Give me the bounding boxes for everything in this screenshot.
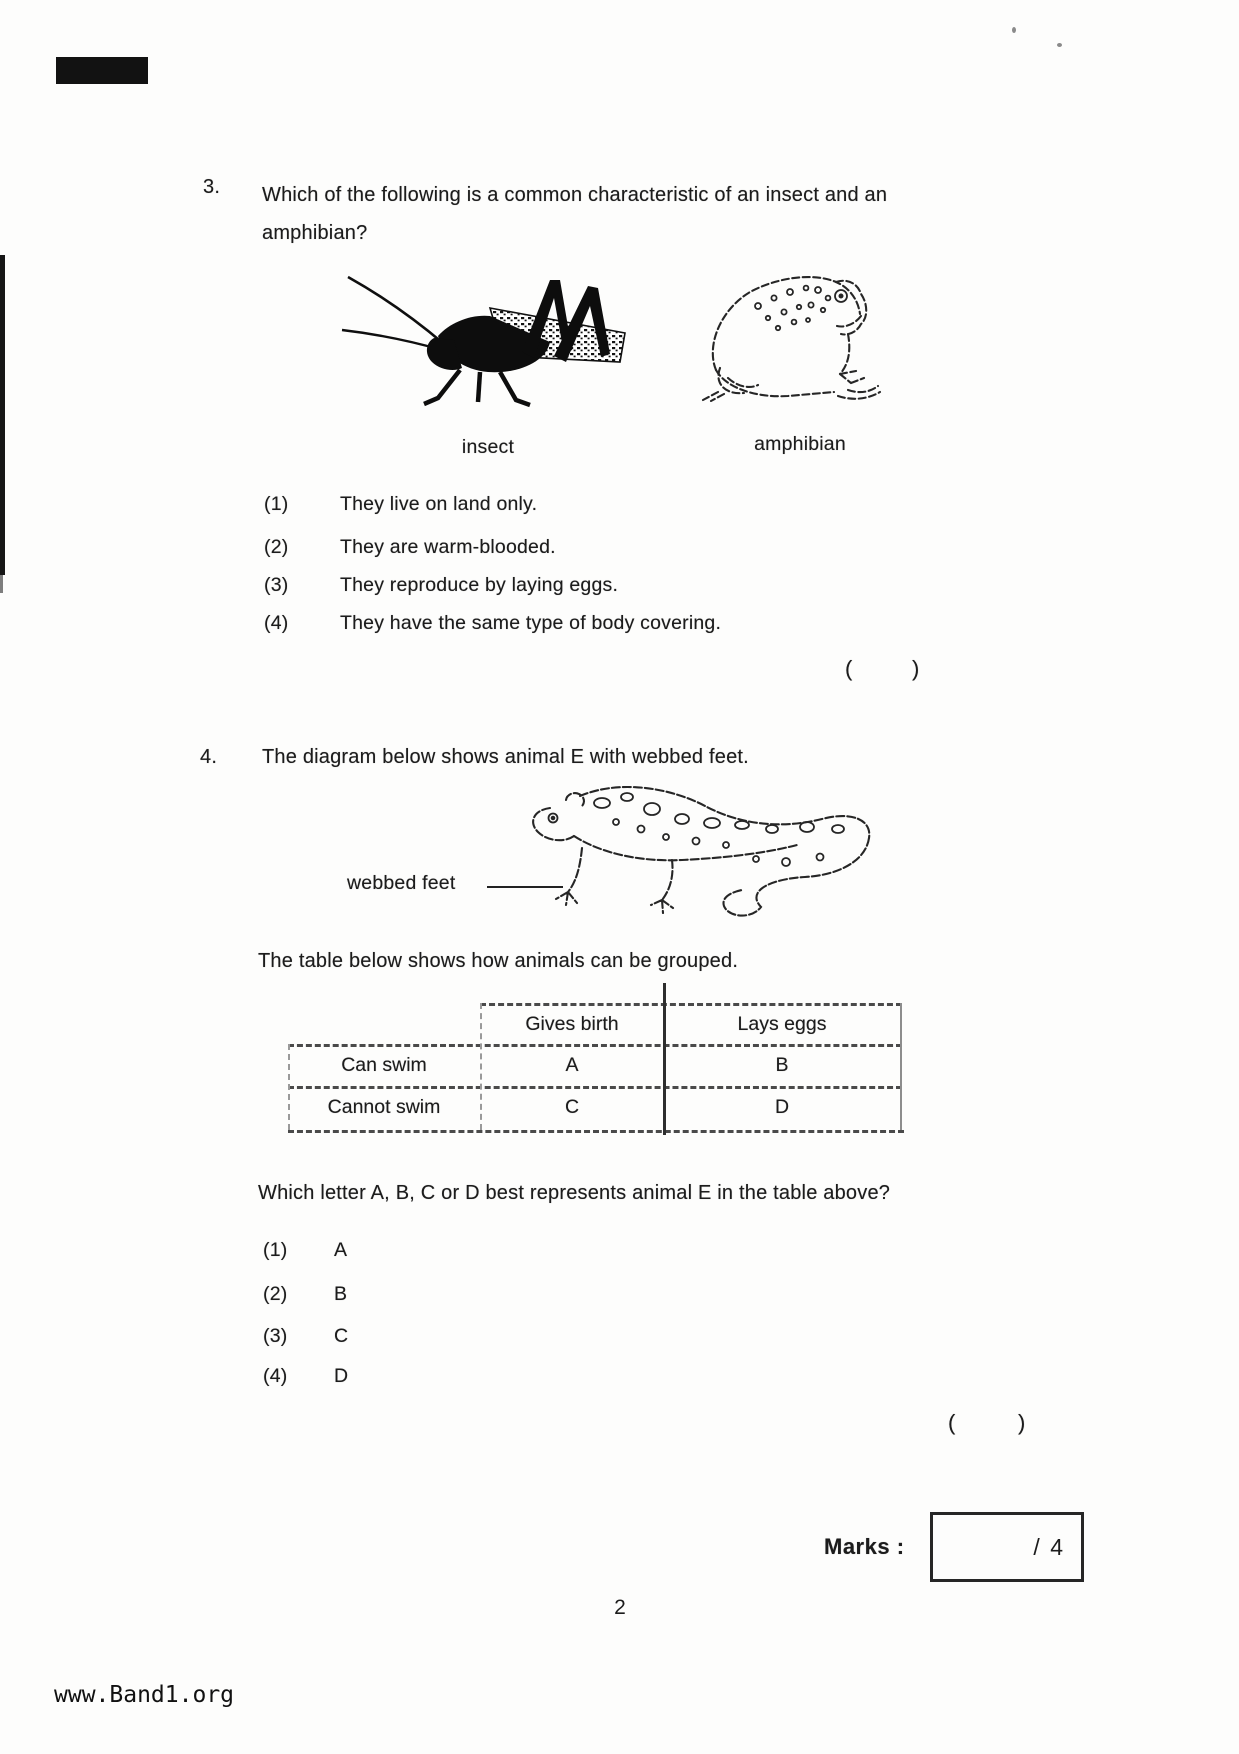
q3-answer-bracket-open: ( — [845, 656, 853, 681]
table-header-gives-birth: Gives birth — [525, 1013, 619, 1035]
q4-option-2-text: B — [334, 1283, 348, 1305]
marks-box — [930, 1512, 1084, 1582]
q4-option-3-num: (3) — [263, 1325, 288, 1347]
table-header-lays-eggs: Lays eggs — [737, 1013, 827, 1035]
marks-label: Marks : — [824, 1534, 905, 1559]
table-border-row-divider — [288, 1086, 902, 1089]
webbed-feet-label: webbed feet — [347, 872, 456, 894]
scan-speck — [1057, 43, 1062, 47]
q3-text: Which of the following is a common characteristic of an insect and an amphibian? — [262, 184, 888, 244]
q3-option-3-text: They reproduce by laying eggs. — [340, 574, 619, 596]
table-cell-B: B — [775, 1054, 789, 1076]
q4-option-1-text: A — [334, 1239, 348, 1261]
table-rowlabel-cannot-swim: Cannot swim — [327, 1096, 441, 1118]
animal-e-illustration — [520, 766, 882, 930]
table-border-header-bottom — [288, 1044, 902, 1047]
q3-option-4-text: They have the same type of body covering. — [340, 612, 722, 634]
amphibian-illustration — [698, 258, 884, 402]
q4-option-1-num: (1) — [263, 1239, 288, 1261]
q4-answer-bracket-close: ) — [1018, 1410, 1026, 1435]
q4-option-3-text: C — [334, 1325, 349, 1347]
q3-option-2-text: They are warm-blooded. — [340, 536, 556, 558]
redacted-name-box — [56, 57, 148, 84]
table-cell-A: A — [565, 1054, 579, 1076]
insect-illustration — [338, 250, 630, 408]
q4-option-2-num: (2) — [263, 1283, 288, 1305]
marks-total: / 4 — [1033, 1534, 1065, 1560]
scan-edge-artifact — [0, 255, 5, 575]
amphibian-figure-label: amphibian — [754, 433, 846, 455]
q4-text: The diagram below shows animal E with webbed feet. — [262, 746, 749, 768]
table-border-right — [900, 1003, 902, 1130]
q3-answer-bracket-close: ) — [912, 656, 920, 681]
table-cell-D: D — [774, 1096, 790, 1118]
q4-number: 4. — [200, 746, 218, 768]
q3-option-3-num: (3) — [264, 574, 289, 596]
q3-option-4-num: (4) — [264, 612, 289, 634]
footer-url: www.Band1.org — [54, 1682, 235, 1708]
table-cell-C: C — [564, 1096, 580, 1118]
scan-edge-artifact-2 — [0, 575, 3, 593]
page-number: 2 — [614, 1596, 626, 1619]
q4-option-4-text: D — [334, 1365, 349, 1387]
q4-option-4-num: (4) — [263, 1365, 288, 1387]
q3-option-1-num: (1) — [264, 493, 289, 515]
table-border-top — [480, 1003, 902, 1006]
table-rowlabel-can-swim: Can swim — [341, 1054, 427, 1076]
q3-option-2-num: (2) — [264, 536, 289, 558]
insect-figure-label: insect — [461, 436, 515, 458]
scan-speck — [1012, 27, 1016, 33]
q3-number: 3. — [203, 176, 221, 198]
q4-question: Which letter A, B, C or D best represents animal E in the table above? — [258, 1182, 891, 1204]
webbed-feet-leader-line — [487, 886, 563, 888]
q4-table-intro: The table below shows how animals can be grouped. — [258, 950, 739, 972]
q3-option-1-text: They live on land only. — [340, 493, 538, 515]
table-border-bottom — [288, 1130, 904, 1133]
q4-answer-bracket-open: ( — [948, 1410, 956, 1435]
